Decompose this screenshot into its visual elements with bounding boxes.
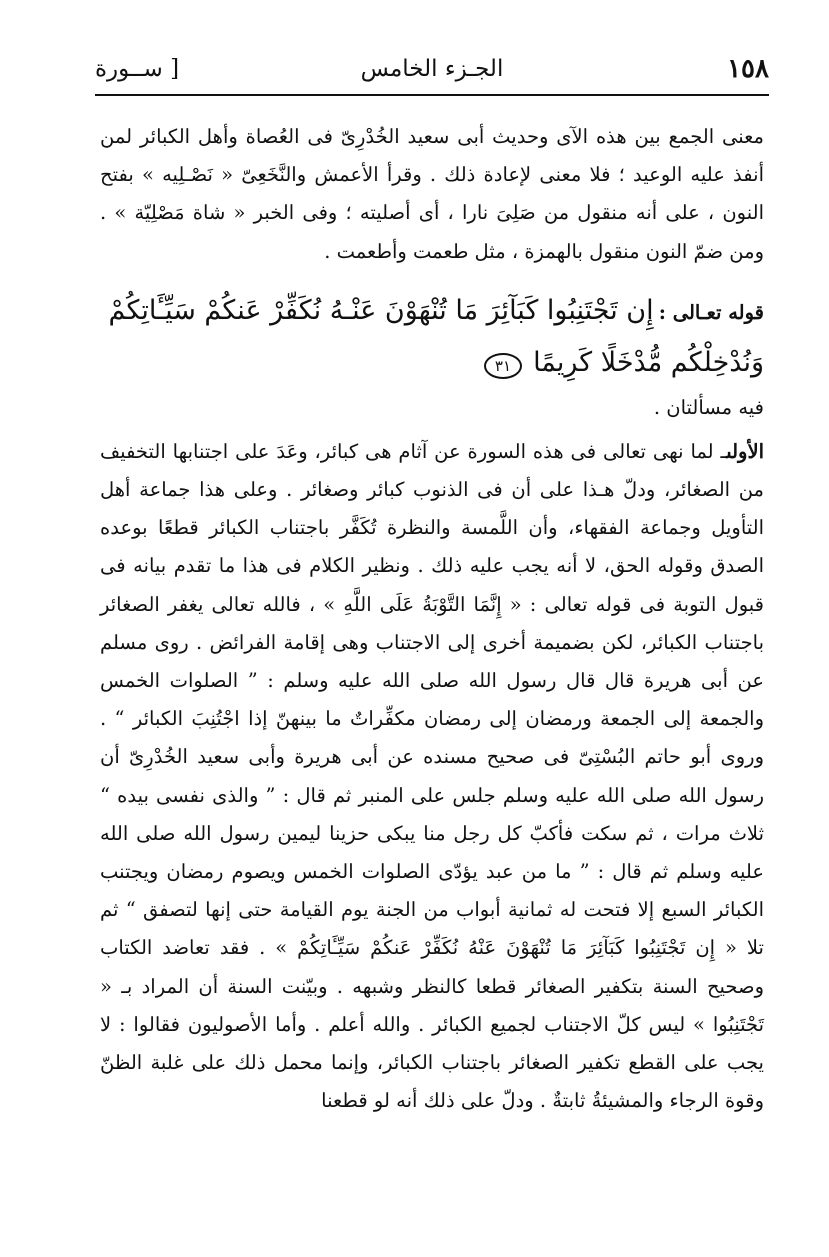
- header-rule: [95, 94, 769, 96]
- issues-line: فيه مسألتان .: [653, 395, 764, 419]
- page-header: [95, 52, 769, 96]
- intro-paragraph: معنى الجمع بين هذه الآى وحديث أبى سعيد الخُدْرِىّ فى العُصاة وأهل الكبائر لمن أنفذ عليه الوعيد ؛ فلا معنى لإعادة ذلك . وقرأ الأعمش والنَّخَعِىّ « نَصْـلِيه » بفتح النون ، على أنه منقول من صَلِىَ نارا ، أى أصليته ؛ وفى الخبر « شاة مَصْلِيّة » . ومن ضمّ النون منقول بالهمزة ، مثل طعمت وأطعمت .: [100, 125, 764, 263]
- first-issue-text: ـ لما نهى تعالى فى هذه السورة عن آثام هى كبائر، وعَدَ على اجتنابها التخفيف من الصغائر، ودلّ هـذا على أن فى الذنوب كبائر وصغائر . وعلى هذا جماعة أهل التأويل وجماعة الفقهاء، وأن اللَّمسة والنظرة تُكَفَّر باجتناب الكبائر قطعًا بوعده الصدق وقوله الحق، لا أنه يجب عليه ذلك . ونظير الكلام فى هذا ما تقدم بيانه فى قبول التوبة فى قوله تعالى : « إِنَّمَا التَّوْبَةُ عَلَى اللَّهِ » ، فالله تعالى يغفر الصغائر باجتناب الكبائر، لكن بضميمة أخرى إلى الاجتناب وهى إقامة الفرائض . روى مسلم عن أبى هريرة قال قال رسول الله صلى الله عليه وسلم : ” الصلوات الخمس والجمعة إلى الجمعة ورمضان إلى رمضان مكفِّراتٌ ما بينهنّ إذا اجْتُنِبَ الكبائر “ . وروى أبو حاتم البُسْتِىّ فى صحيح مسنده عن أبى هريرة وأبى سعيد الخُدْرِىّ أن رسول الله صلى الله عليه وسلم جلس على المنبر ثم قال : ” والذى نفسى بيده “ ثلاث مرات ، ثم سكت فأكبّ كل رجل منا يبكى حزينا ليمين رسول الله صلى الله عليه وسلم ثم قال : ” ما من عبد يؤدّى الصلوات الخمس ويصوم رمضان ويجتنب الكبائر السبع إلا فتحت له ثمانية أبواب من الجنة يوم القيامة حتى إنها لتصفق “ ثم تلا « إِن تَجْتَنِبُوا كَبَآئِرَ مَا تُنْهَوْنَ عَنْهُ نُكَفِّرْ عَنكُمْ سَيِّـَٔاتِكُمْ » . فقد تعاضد الكتاب وصحيح السنة بتكفير الصغائر قطعا كالنظر وشبهه . وبيّنت السنة أن المراد بـ « تَجْتَنِبُوا » ليس كلّ الاجتناب لجميع الكبائر . والله أعلم . وأما الأصوليون فقالوا : لا يجب على القطع تكفير الصغائر باجتناب الكبائر، وإنما محمل ذلك على غلبة الظنّ وقوة الرجاء والمشيئةُ ثابتةٌ . ودلّ على ذلك أنه لو قطعنا: [100, 439, 764, 1113]
- surah-label: [ ســورة: [95, 56, 180, 82]
- first-issue-label: الأولى: [726, 439, 764, 463]
- verse-lead: قوله تعـالى :: [658, 300, 764, 324]
- page-body: [100, 118, 764, 1120]
- first-issue-paragraph: [100, 433, 764, 1121]
- verse-text: إِن تَجْتَنِبُوا كَبَآئِرَ مَا تُنْهَوْنَ عَنْـهُ نُكَفِّرْ عَنكُمْ سَيِّـَٔاتِكُمْ وَنُدْخِلْكُم مُّدْخَلًا كَرِيمًا: [108, 294, 764, 378]
- verse-number-marker: ٣١: [484, 353, 522, 379]
- verse-block: [100, 285, 764, 389]
- page-number: ١٥٨: [727, 54, 769, 84]
- running-title: الجـزء الخامس: [360, 56, 504, 82]
